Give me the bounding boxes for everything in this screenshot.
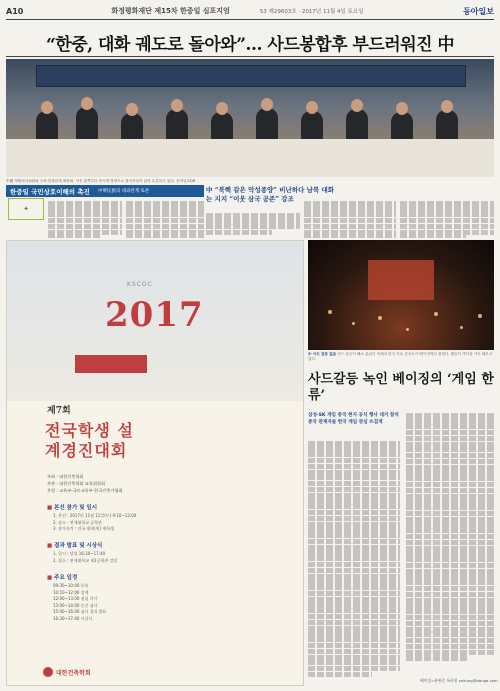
crowd-light [378,316,382,320]
ad-list-item: 1. 일시 : 당일 16:30~17:40 [53,551,106,556]
concert-photo [308,240,494,350]
body-column-3 [206,212,300,238]
ad-schedule-item: 12:00~13:00 점심 식사 [53,596,98,601]
conference-table [6,139,494,177]
ad-organizers [47,473,227,494]
crowd-light [352,322,355,325]
sponsor-mark-icon [43,667,53,677]
ad-kscoc: KSCOC [127,281,153,288]
ad-list-item: 2. 장소 : 연세대학교 제1공학관 강당 [53,557,118,563]
article-headline: 사드갈등 녹인 베이징의 ‘게임 한류’ [308,372,494,403]
concert-caption [308,352,494,362]
caption-label: 中 사드 갈등 없음 [308,352,337,356]
attendee-figure [76,107,98,141]
mid-column-lead: 中 “북핵 같은 악성종양” 비난하다 남북 대화는 지지 “이웃 삼국 공존” 강조 [206,186,335,203]
header-rule [6,19,494,20]
section-title: 화정평화재단 제15차 한중일 심포지엄 [111,7,230,15]
ad-edition: 제7회 [47,406,71,416]
crowd-light [478,314,482,318]
ad-list-item: 2. 장소 : 연세대학교 공학관 [53,519,102,525]
ad-schedule-item: 16:30~17:40 시상식 [53,615,93,621]
organization-logo: ✦ [8,198,44,220]
page-number: A10 [6,6,24,16]
article-column-2 [406,412,494,674]
ad-organizer-line: 주관 : 대한건축학회 교육위원회 [47,481,105,486]
ad-section-heading: ■ 본선 참가 및 일시 [47,503,187,511]
ad-sponsor-logo [43,667,91,677]
ad-schedule-item: 10:10~12:00 설계 [53,589,89,595]
stage-lights [368,260,434,300]
body-column-1 [48,200,122,238]
ad-schedule-item: 15:00~16:00 심사 결과 발표 [53,609,107,614]
ad-list-item: 3. 참가자격 : 전국 대학(원) 재학생 [53,526,115,531]
article-column-1 [308,440,400,686]
crowd-light [406,328,409,331]
ad-organizer-line: 후원 : 교육부·국토교통부·한국건축가협회 [47,488,123,493]
ad-sponsor-name: 대한건축학회 [56,669,91,677]
ad-ribbon [75,355,147,373]
crowd-light [434,312,438,316]
newspaper-logo: 동아일보 [463,5,494,16]
ad-schedule-item: 13:00~14:00 중간 심사 [53,602,98,608]
attendee-figure [256,108,278,142]
issue-meta: 53 제29603호 · 2017년 11월 4일 토요일 [259,9,364,15]
ad-list-item: 1. 본선 : 2017년 11월 11일(토) 9:10~12:00 [53,513,137,518]
stage-banner [36,65,466,87]
ad-title: 전국학생 설계경진대회 [45,421,134,460]
ad-section-list [53,513,203,533]
body-column-4 [304,200,396,238]
subhead-tail: 中華民族의 대외관계 토론 [97,189,150,194]
main-headline: “한중, 대화 궤도로 돌아와”… 사드봉합후 부드러워진 中 [46,35,454,55]
competition-advertisement [6,240,304,686]
ad-section-list [53,551,203,564]
section-subhead [6,185,204,197]
ad-schedule-item: 09:30~10:00 등록 [53,583,89,588]
article-deck: 삼성·SK 게임 중국 현지 공식 행사 대거 참석 중국 관계자들 한국 게임 관심 뜨겁게 [308,413,399,425]
ad-year: 2017 [105,295,204,335]
crowd-light [460,326,463,329]
ad-section-heading: ■ 결과 발표 및 시상식 [47,541,187,549]
conference-photo [6,59,494,177]
ad-organizer-line: 주최 : 대한건축학회 [47,474,84,479]
attendee-figure [166,109,188,143]
page-header [6,4,494,18]
headline-rule [6,56,494,57]
ad-schedule-list [53,583,203,622]
attendee-figure [346,109,368,143]
caption-text: 사드 갈등이 해소 분위기 속에서 한국 가수 콘서트가 베이징에서 열렸다. 팬들이 객석을 가득 메우고 있다. [308,352,493,361]
body-column-5 [400,200,494,238]
subhead-title: 한중일 국민상호이해의 촉진 [10,187,90,196]
body-column-2 [126,200,204,238]
photo-caption: 中國 정협외사위원회 주최 한중관계 좌담회. 사진 왼쪽부터 반시계 방향으로 참석자들이 앉아 토론하고 있다. 동아일보DB [6,179,196,183]
crowd-light [328,310,332,314]
article-byline: 베이징=윤완준 특파원 zeitung@donga.com [420,678,498,683]
ad-section-heading: ■ 주요 일정 [47,573,187,581]
